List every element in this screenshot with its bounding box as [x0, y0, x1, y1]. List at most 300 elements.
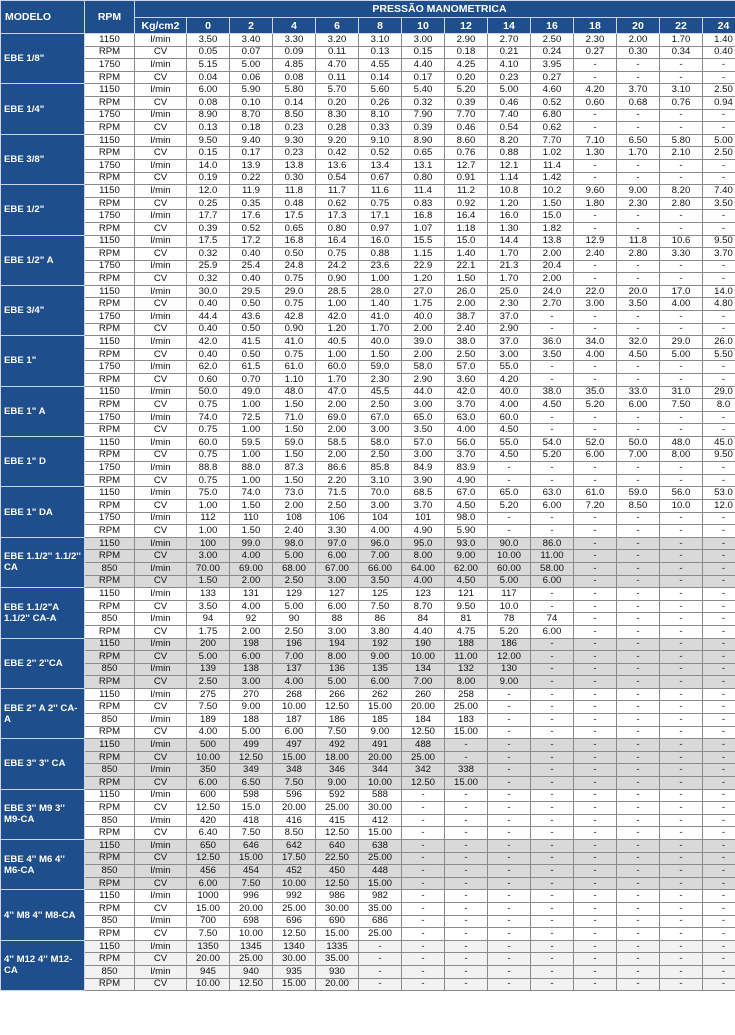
- value-cell: -: [660, 865, 703, 878]
- value-cell: 650: [187, 840, 230, 853]
- value-cell: 59.5: [230, 437, 273, 450]
- value-cell: -: [703, 625, 735, 638]
- value-cell: -: [703, 902, 735, 915]
- value-cell: 1.70: [488, 273, 531, 286]
- value-cell: -: [617, 978, 660, 991]
- value-cell: -: [488, 462, 531, 475]
- value-cell: -: [531, 701, 574, 714]
- value-cell: -: [703, 374, 735, 387]
- rpm-cell: 1750: [85, 260, 135, 273]
- value-cell: 9.00: [617, 185, 660, 198]
- value-cell: 9.00: [230, 701, 273, 714]
- value-cell: 57.0: [445, 361, 488, 374]
- value-cell: -: [703, 323, 735, 336]
- table-row: [1, 865, 735, 878]
- value-cell: 4.60: [531, 84, 574, 97]
- unit-cell: CV: [135, 902, 187, 915]
- value-cell: -: [574, 600, 617, 613]
- rpm-cell: 850: [85, 613, 135, 626]
- value-cell: -: [402, 877, 445, 890]
- value-cell: 10.0: [660, 499, 703, 512]
- value-cell: 0.48: [273, 197, 316, 210]
- value-cell: 112: [187, 512, 230, 525]
- value-cell: 12.0: [703, 499, 735, 512]
- value-cell: -: [660, 588, 703, 601]
- table-row: [1, 638, 735, 651]
- unit-cell: CV: [135, 625, 187, 638]
- value-cell: 0.62: [531, 122, 574, 135]
- value-cell: 418: [230, 814, 273, 827]
- table-row: [1, 840, 735, 853]
- value-cell: 7.70: [445, 109, 488, 122]
- table-row: [1, 336, 735, 349]
- unit-cell: CV: [135, 701, 187, 714]
- value-cell: -: [574, 462, 617, 475]
- value-cell: 29.0: [273, 285, 316, 298]
- value-cell: -: [574, 59, 617, 72]
- value-cell: -: [617, 940, 660, 953]
- rpm-cell: RPM: [85, 625, 135, 638]
- table-row: [1, 46, 735, 59]
- value-cell: 7.00: [402, 676, 445, 689]
- table-row: [1, 902, 735, 915]
- value-cell: 0.35: [230, 197, 273, 210]
- value-cell: 75.0: [187, 487, 230, 500]
- table-row: [1, 474, 735, 487]
- value-cell: 4.50: [488, 449, 531, 462]
- rpm-cell: RPM: [85, 651, 135, 664]
- value-cell: 3.00: [402, 34, 445, 47]
- value-cell: 16.8: [273, 235, 316, 248]
- value-cell: 4.00: [488, 399, 531, 412]
- value-cell: 7.50: [187, 928, 230, 941]
- value-cell: 104: [359, 512, 402, 525]
- rpm-cell: 1750: [85, 311, 135, 324]
- value-cell: 40.0: [488, 386, 531, 399]
- value-cell: 20.0: [617, 285, 660, 298]
- unit-cell: CV: [135, 147, 187, 160]
- value-cell: 7.50: [660, 399, 703, 412]
- value-cell: -: [703, 59, 735, 72]
- value-cell: 0.15: [187, 147, 230, 160]
- value-cell: 2.10: [660, 147, 703, 160]
- value-cell: 6.00: [187, 777, 230, 790]
- value-cell: 696: [273, 915, 316, 928]
- value-cell: -: [531, 411, 574, 424]
- value-cell: 187: [273, 714, 316, 727]
- value-cell: -: [488, 512, 531, 525]
- table-row: [1, 852, 735, 865]
- value-cell: -: [703, 311, 735, 324]
- value-cell: 1.00: [187, 499, 230, 512]
- unit-cell: l/min: [135, 336, 187, 349]
- value-cell: -: [574, 651, 617, 664]
- rpm-cell: RPM: [85, 928, 135, 941]
- value-cell: 0.22: [230, 172, 273, 185]
- value-cell: 5.40: [402, 84, 445, 97]
- unit-cell: l/min: [135, 562, 187, 575]
- value-cell: -: [660, 789, 703, 802]
- value-cell: -: [617, 688, 660, 701]
- value-cell: -: [660, 726, 703, 739]
- value-cell: 0.54: [488, 122, 531, 135]
- value-cell: 17.7: [187, 210, 230, 223]
- value-cell: 6.00: [187, 84, 230, 97]
- rpm-cell: 1150: [85, 84, 135, 97]
- value-cell: 2.20: [316, 474, 359, 487]
- value-cell: -: [445, 928, 488, 941]
- pressure-header: 16: [531, 18, 574, 34]
- unit-cell: l/min: [135, 965, 187, 978]
- value-cell: -: [574, 260, 617, 273]
- value-cell: 3.30: [316, 525, 359, 538]
- table-row: [1, 575, 735, 588]
- value-cell: 5.50: [703, 348, 735, 361]
- rpm-cell: 1750: [85, 512, 135, 525]
- value-cell: 57.0: [402, 437, 445, 450]
- model-name: EBE 1": [1, 336, 85, 386]
- value-cell: 3.10: [359, 474, 402, 487]
- value-cell: 456: [187, 865, 230, 878]
- value-cell: -: [703, 525, 735, 538]
- value-cell: -: [402, 965, 445, 978]
- value-cell: 5.80: [273, 84, 316, 97]
- value-cell: -: [660, 222, 703, 235]
- value-cell: -: [445, 865, 488, 878]
- value-cell: -: [402, 827, 445, 840]
- rpm-cell: 1750: [85, 361, 135, 374]
- table-row: [1, 185, 735, 198]
- value-cell: -: [574, 814, 617, 827]
- table-row: [1, 248, 735, 261]
- value-cell: 0.75: [273, 298, 316, 311]
- value-cell: -: [660, 978, 703, 991]
- value-cell: 20.4: [531, 260, 574, 273]
- value-cell: 0.91: [445, 172, 488, 185]
- unit-cell: l/min: [135, 437, 187, 450]
- value-cell: -: [445, 802, 488, 815]
- value-cell: -: [703, 827, 735, 840]
- value-cell: 2.50: [273, 625, 316, 638]
- value-cell: -: [617, 575, 660, 588]
- value-cell: 4.85: [273, 59, 316, 72]
- unit-cell: CV: [135, 273, 187, 286]
- value-cell: 12.50: [273, 928, 316, 941]
- rpm-cell: 1150: [85, 437, 135, 450]
- value-cell: -: [617, 840, 660, 853]
- model-name: EBE 1/4": [1, 84, 85, 134]
- rpm-cell: 850: [85, 814, 135, 827]
- value-cell: 84: [402, 613, 445, 626]
- value-cell: -: [703, 852, 735, 865]
- unit-cell: CV: [135, 46, 187, 59]
- value-cell: -: [488, 814, 531, 827]
- value-cell: 5.00: [273, 550, 316, 563]
- value-cell: -: [574, 978, 617, 991]
- table-row: [1, 348, 735, 361]
- value-cell: -: [703, 764, 735, 777]
- value-cell: 54.0: [531, 437, 574, 450]
- value-cell: 4.50: [531, 399, 574, 412]
- value-cell: 4.10: [488, 59, 531, 72]
- value-cell: 0.18: [230, 122, 273, 135]
- value-cell: 596: [273, 789, 316, 802]
- value-cell: -: [359, 940, 402, 953]
- value-cell: -: [660, 512, 703, 525]
- value-cell: 44.4: [187, 311, 230, 324]
- value-cell: -: [703, 777, 735, 790]
- value-cell: 139: [187, 663, 230, 676]
- value-cell: 1.15: [402, 248, 445, 261]
- value-cell: 0.80: [402, 172, 445, 185]
- unit-cell: CV: [135, 550, 187, 563]
- value-cell: 21.3: [488, 260, 531, 273]
- value-cell: 1.80: [574, 197, 617, 210]
- value-cell: 8.00: [402, 550, 445, 563]
- value-cell: 1.00: [316, 348, 359, 361]
- value-cell: 12.50: [187, 852, 230, 865]
- value-cell: 12.00: [488, 651, 531, 664]
- value-cell: -: [402, 852, 445, 865]
- value-cell: 1.50: [230, 525, 273, 538]
- value-cell: 42.0: [316, 311, 359, 324]
- value-cell: -: [617, 411, 660, 424]
- model-name: EBE 1/2" A: [1, 235, 85, 285]
- rpm-cell: RPM: [85, 449, 135, 462]
- rpm-cell: RPM: [85, 802, 135, 815]
- value-cell: -: [574, 273, 617, 286]
- value-cell: -: [703, 575, 735, 588]
- value-cell: -: [660, 638, 703, 651]
- value-cell: 8.50: [273, 827, 316, 840]
- value-cell: -: [574, 575, 617, 588]
- value-cell: -: [660, 575, 703, 588]
- value-cell: 0.75: [187, 474, 230, 487]
- value-cell: 90: [273, 613, 316, 626]
- value-cell: 3.00: [359, 499, 402, 512]
- value-cell: -: [531, 965, 574, 978]
- value-cell: 101: [402, 512, 445, 525]
- value-cell: -: [531, 676, 574, 689]
- value-cell: 3.50: [359, 575, 402, 588]
- value-cell: 2.30: [359, 374, 402, 387]
- value-cell: 258: [445, 688, 488, 701]
- value-cell: -: [574, 865, 617, 878]
- value-cell: 66.00: [359, 562, 402, 575]
- value-cell: -: [531, 311, 574, 324]
- value-cell: 10.00: [230, 928, 273, 941]
- value-cell: -: [488, 726, 531, 739]
- value-cell: 25.9: [187, 260, 230, 273]
- value-cell: 0.40: [187, 298, 230, 311]
- value-cell: 4.70: [316, 59, 359, 72]
- value-cell: 28.5: [316, 285, 359, 298]
- value-cell: -: [574, 726, 617, 739]
- value-cell: 9.30: [273, 134, 316, 147]
- value-cell: -: [574, 840, 617, 853]
- rpm-cell: 1750: [85, 462, 135, 475]
- value-cell: 41.5: [230, 336, 273, 349]
- value-cell: 64.00: [402, 562, 445, 575]
- value-cell: 0.40: [187, 323, 230, 336]
- value-cell: -: [531, 915, 574, 928]
- value-cell: 698: [230, 915, 273, 928]
- value-cell: 2.40: [273, 525, 316, 538]
- value-cell: 67.0: [359, 411, 402, 424]
- value-cell: -: [445, 890, 488, 903]
- rpm-cell: 850: [85, 562, 135, 575]
- value-cell: 35.0: [574, 386, 617, 399]
- value-cell: 448: [359, 865, 402, 878]
- rpm-cell: RPM: [85, 575, 135, 588]
- value-cell: 67.00: [316, 562, 359, 575]
- value-cell: 3.70: [402, 499, 445, 512]
- unit-cell: CV: [135, 525, 187, 538]
- value-cell: -: [703, 613, 735, 626]
- value-cell: -: [617, 701, 660, 714]
- value-cell: -: [703, 814, 735, 827]
- value-cell: 9.50: [445, 600, 488, 613]
- unit-cell: l/min: [135, 185, 187, 198]
- unit-cell: l/min: [135, 739, 187, 752]
- value-cell: -: [531, 827, 574, 840]
- value-cell: 48.0: [660, 437, 703, 450]
- rpm-cell: RPM: [85, 197, 135, 210]
- value-cell: 29.0: [660, 336, 703, 349]
- value-cell: 0.15: [402, 46, 445, 59]
- value-cell: -: [703, 550, 735, 563]
- value-cell: 125: [359, 588, 402, 601]
- model-name: 4'' M12 4'' M12-CA: [1, 940, 85, 990]
- value-cell: -: [531, 663, 574, 676]
- value-cell: 68.5: [402, 487, 445, 500]
- value-cell: 2.40: [574, 248, 617, 261]
- value-cell: 0.30: [273, 172, 316, 185]
- table-row: [1, 588, 735, 601]
- value-cell: -: [488, 940, 531, 953]
- model-name: EBE 3/8": [1, 134, 85, 184]
- unit-cell: l/min: [135, 890, 187, 903]
- value-cell: 39.0: [402, 336, 445, 349]
- value-cell: 2.00: [316, 399, 359, 412]
- value-cell: 3.00: [488, 348, 531, 361]
- value-cell: -: [488, 777, 531, 790]
- value-cell: 1.50: [273, 449, 316, 462]
- value-cell: 598: [230, 789, 273, 802]
- value-cell: 15.00: [359, 827, 402, 840]
- value-cell: 100: [187, 537, 230, 550]
- unit-cell: CV: [135, 71, 187, 84]
- value-cell: -: [617, 827, 660, 840]
- value-cell: 58.5: [316, 437, 359, 450]
- value-cell: 0.40: [703, 46, 735, 59]
- value-cell: 0.50: [273, 248, 316, 261]
- value-cell: 3.50: [617, 298, 660, 311]
- value-cell: -: [617, 877, 660, 890]
- value-cell: 11.6: [359, 185, 402, 198]
- table-row: [1, 814, 735, 827]
- table-row: [1, 764, 735, 777]
- value-cell: -: [617, 537, 660, 550]
- model-name: EBE 3'' 3'' CA: [1, 739, 85, 789]
- table-row: [1, 915, 735, 928]
- value-cell: 8.90: [402, 134, 445, 147]
- value-cell: 4.00: [359, 525, 402, 538]
- value-cell: -: [617, 210, 660, 223]
- value-cell: -: [488, 840, 531, 853]
- value-cell: -: [660, 890, 703, 903]
- value-cell: 0.52: [531, 96, 574, 109]
- unit-cell: CV: [135, 651, 187, 664]
- value-cell: -: [488, 474, 531, 487]
- value-cell: 58.0: [402, 361, 445, 374]
- value-cell: -: [531, 902, 574, 915]
- value-cell: -: [660, 260, 703, 273]
- value-cell: 26.0: [703, 336, 735, 349]
- value-cell: 0.88: [488, 147, 531, 160]
- value-cell: 70.0: [359, 487, 402, 500]
- value-cell: 4.00: [402, 575, 445, 588]
- value-cell: -: [617, 311, 660, 324]
- value-cell: 85.8: [359, 462, 402, 475]
- rpm-cell: 1150: [85, 537, 135, 550]
- value-cell: -: [574, 802, 617, 815]
- unit-cell: l/min: [135, 688, 187, 701]
- value-cell: 56.0: [660, 487, 703, 500]
- value-cell: -: [531, 802, 574, 815]
- value-cell: -: [703, 965, 735, 978]
- value-cell: 90.0: [488, 537, 531, 550]
- value-cell: 0.17: [230, 147, 273, 160]
- value-cell: 185: [359, 714, 402, 727]
- value-cell: -: [574, 663, 617, 676]
- rpm-cell: RPM: [85, 600, 135, 613]
- value-cell: -: [703, 688, 735, 701]
- value-cell: -: [574, 550, 617, 563]
- unit-cell: CV: [135, 726, 187, 739]
- unit-cell: l/min: [135, 487, 187, 500]
- value-cell: -: [617, 777, 660, 790]
- value-cell: 9.50: [703, 449, 735, 462]
- value-cell: -: [445, 953, 488, 966]
- value-cell: -: [531, 424, 574, 437]
- value-cell: 28.0: [359, 285, 402, 298]
- value-cell: 0.20: [445, 71, 488, 84]
- rpm-cell: RPM: [85, 122, 135, 135]
- table-row: [1, 197, 735, 210]
- value-cell: 15.5: [402, 235, 445, 248]
- value-cell: 1.00: [230, 399, 273, 412]
- value-cell: 8.50: [273, 109, 316, 122]
- value-cell: 60.00: [488, 562, 531, 575]
- rpm-cell: 1150: [85, 940, 135, 953]
- value-cell: 15.0: [445, 235, 488, 248]
- value-cell: 1.40: [359, 298, 402, 311]
- pressure-header: 10: [402, 18, 445, 34]
- value-cell: 59.0: [617, 487, 660, 500]
- value-cell: -: [703, 159, 735, 172]
- value-cell: 44.0: [402, 386, 445, 399]
- unit-cell: CV: [135, 928, 187, 941]
- value-cell: -: [574, 777, 617, 790]
- unit-cell: CV: [135, 298, 187, 311]
- value-cell: -: [531, 852, 574, 865]
- value-cell: -: [660, 462, 703, 475]
- value-cell: 10.2: [531, 185, 574, 198]
- value-cell: 600: [187, 789, 230, 802]
- value-cell: -: [660, 814, 703, 827]
- value-cell: 186: [316, 714, 359, 727]
